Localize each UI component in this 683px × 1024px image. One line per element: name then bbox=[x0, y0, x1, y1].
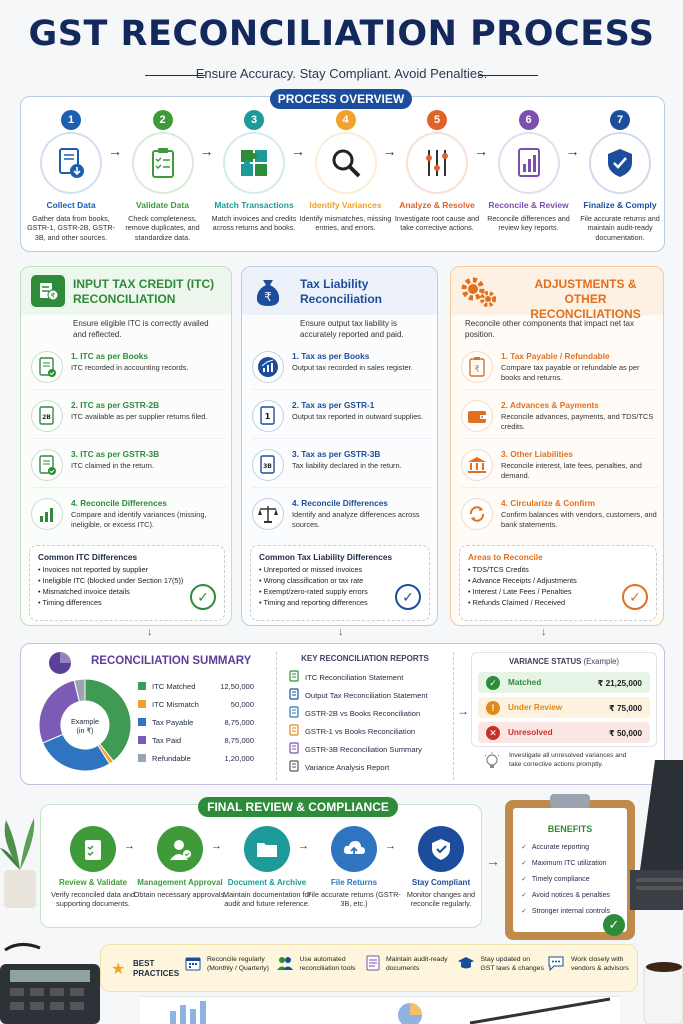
tax-desc: Ensure output tax liability is accurately reported and paid. bbox=[300, 319, 404, 339]
variance-label: Under Review bbox=[508, 703, 563, 712]
step-number: 7 bbox=[610, 110, 630, 130]
tax-panel bbox=[241, 266, 438, 626]
variance-row bbox=[478, 672, 650, 693]
shield-check-icon bbox=[589, 132, 651, 194]
step-title: Validate Data bbox=[136, 200, 189, 210]
item-desc: Reconcile advances, payments, and TDS/TCS credits. bbox=[501, 412, 654, 431]
step-desc: Check completeness, remove duplicates, and standardize data. bbox=[125, 214, 200, 242]
final-step-title: Review & Validate bbox=[58, 878, 128, 887]
report-label: GSTR-2B vs Books Reconciliation bbox=[305, 708, 421, 718]
reconciliation-item bbox=[461, 400, 659, 439]
step-desc: Gather data from books, GSTR-1, GSTR-2B, GSTR-3B, and other sources. bbox=[27, 214, 115, 242]
step-title: Identify Variances bbox=[309, 200, 382, 210]
reconciliation-item bbox=[252, 498, 432, 536]
reconciliation-item bbox=[461, 351, 659, 390]
list-item: • Invoices not reported by supplier bbox=[38, 565, 149, 574]
bank-icon bbox=[461, 449, 493, 481]
benefits-title: BENEFITS bbox=[547, 824, 593, 834]
status-icon: ✕ bbox=[486, 726, 500, 740]
arrow-right-icon: → bbox=[382, 143, 397, 159]
best-practices-bar bbox=[100, 944, 638, 992]
check-icon: ✓ bbox=[395, 584, 421, 610]
best-practice-item bbox=[366, 955, 454, 974]
benefit-label: Accurate reporting bbox=[531, 843, 590, 851]
variance-title: VARIANCE STATUS bbox=[508, 657, 582, 666]
areas-title: Areas to Reconcile bbox=[468, 552, 543, 562]
svg-text:2B: 2B bbox=[42, 414, 51, 421]
arrow-right-icon: → bbox=[457, 704, 469, 718]
step-title: Match Transactions bbox=[214, 200, 294, 210]
variance-label: Matched bbox=[508, 678, 542, 687]
arrow-right-icon: → bbox=[385, 840, 396, 852]
item-title: 2. Advances & Payments bbox=[501, 400, 599, 410]
legend-swatch bbox=[138, 718, 146, 726]
benefits-clipboard bbox=[505, 800, 635, 940]
report-item bbox=[289, 704, 441, 722]
page-title: GST RECONCILIATION PROCESS bbox=[28, 14, 655, 54]
cloud-upload-icon bbox=[331, 826, 377, 872]
item-desc: Identify and analyze differences across sources. bbox=[292, 510, 420, 529]
calendar-icon bbox=[185, 955, 201, 974]
benefit-label: Stronger internal controls bbox=[531, 907, 611, 915]
report-item bbox=[289, 668, 441, 686]
list-item: • Ineligible ITC (blocked under Section 17(5)) bbox=[38, 575, 184, 585]
report-label: GSTR-1 vs Books Reconciliation bbox=[305, 726, 416, 736]
final-step-desc: File accurate returns (GSTR-3B, etc.) bbox=[307, 890, 401, 909]
report-document-icon bbox=[289, 760, 299, 774]
best-practice-label: Use automated reconciliation tools bbox=[299, 956, 356, 972]
scales-icon bbox=[252, 498, 284, 530]
reports-title: KEY RECONCILIATION REPORTS bbox=[301, 654, 429, 663]
reconciliation-summary-panel bbox=[20, 643, 665, 785]
arrow-right-icon: → bbox=[199, 143, 214, 159]
legend-swatch bbox=[138, 682, 146, 690]
svg-text:₹: ₹ bbox=[474, 365, 480, 375]
step-title: Reconcile & Review bbox=[488, 200, 569, 210]
users-icon bbox=[276, 955, 294, 974]
desk-papers bbox=[140, 996, 620, 1024]
reconciliation-item bbox=[252, 449, 432, 488]
lightbulb-icon bbox=[483, 752, 503, 772]
step-title: Analyze & Resolve bbox=[399, 200, 475, 210]
item-title: 3. ITC as per GSTR-3B bbox=[71, 449, 160, 459]
graduation-cap-icon bbox=[457, 955, 475, 974]
item-desc: ITC claimed in the return. bbox=[71, 461, 154, 470]
document-icon bbox=[366, 955, 380, 974]
list-item: • Advance Receipts / Adjustments bbox=[468, 575, 577, 585]
item-title: 4. Reconcile Differences bbox=[71, 498, 167, 508]
chat-icon bbox=[547, 955, 565, 974]
process-step bbox=[299, 110, 393, 233]
benefit-item bbox=[521, 887, 619, 903]
report-label: Variance Analysis Report bbox=[305, 762, 390, 772]
itc-document-rupee-icon bbox=[31, 275, 65, 307]
folder-icon bbox=[244, 826, 290, 872]
item-desc: Compare tax payable or refundable as per books and returns. bbox=[501, 363, 640, 382]
final-step-title: File Returns bbox=[330, 878, 378, 887]
pie-chart-icon bbox=[47, 650, 75, 678]
variance-row bbox=[478, 722, 650, 743]
legend-value: 12,50,000 bbox=[220, 681, 254, 691]
report-item bbox=[289, 686, 441, 704]
variance-value: ₹ 75,000 bbox=[608, 703, 642, 713]
check-icon: ✓ bbox=[603, 914, 625, 936]
legend-value: 8,75,000 bbox=[224, 735, 254, 745]
step-number: 1 bbox=[61, 110, 81, 130]
step-number: 2 bbox=[153, 110, 173, 130]
report-item bbox=[289, 758, 441, 776]
step-number: 3 bbox=[244, 110, 264, 130]
benefit-label: Avoid notices & penalties bbox=[531, 891, 610, 899]
clipboard-checklist-icon bbox=[132, 132, 194, 194]
itc-differences-box bbox=[29, 545, 225, 621]
calculator-icon bbox=[0, 940, 110, 1024]
step-number: 4 bbox=[336, 110, 356, 130]
legend-item bbox=[138, 749, 254, 767]
reconciliation-item bbox=[31, 351, 227, 390]
report-document-icon bbox=[289, 670, 299, 684]
coffee-cup-icon bbox=[640, 955, 683, 1024]
legend-label: Refundable bbox=[152, 753, 191, 763]
money-bag-icon bbox=[252, 275, 284, 309]
arrow-right-icon: → bbox=[298, 840, 309, 852]
arrow-right-icon: → bbox=[474, 143, 488, 159]
page-subtitle: Ensure Accuracy. Stay Compliant. Avoid Penalties. bbox=[195, 66, 488, 81]
legend-label: Tax Payable bbox=[152, 717, 194, 727]
check-icon: ✓ bbox=[521, 876, 527, 883]
final-step-desc: Verify reconciled data and supporting documents. bbox=[51, 890, 135, 909]
process-step bbox=[24, 110, 118, 242]
report-label: GSTR-3B Reconciliation Summary bbox=[305, 744, 422, 754]
puzzle-icon bbox=[223, 132, 285, 194]
process-step bbox=[207, 110, 301, 233]
best-practice-label: Reconcile regularly (Monthly / Quarterly) bbox=[207, 956, 269, 972]
down-arrow-icon: ↓ bbox=[147, 626, 153, 638]
item-title: 2. Tax as per GSTR-1 bbox=[292, 400, 375, 410]
pie-slice bbox=[43, 734, 110, 771]
legend-value: 8,75,000 bbox=[224, 717, 254, 727]
reconciliation-item bbox=[252, 400, 432, 439]
list-item: • Timing differences bbox=[38, 597, 102, 607]
list-item: • Exempt/zero-rated supply errors bbox=[259, 586, 368, 596]
itc-title: INPUT TAX CREDIT (ITC) RECONCILIATION bbox=[73, 277, 215, 306]
final-step-desc: Monitor changes and reconcile regularly. bbox=[406, 890, 476, 909]
step-desc: Match invoices and credits across returns and books. bbox=[211, 214, 297, 233]
magnifier-icon bbox=[315, 132, 377, 194]
item-desc: Output tax reported in outward supplies. bbox=[292, 412, 424, 421]
report-label: Output Tax Reconciliation Statement bbox=[305, 690, 428, 700]
sliders-icon bbox=[406, 132, 468, 194]
reconciliation-item bbox=[31, 498, 227, 536]
benefit-label: Maximum ITC utilization bbox=[531, 859, 607, 867]
step-number: 5 bbox=[427, 110, 447, 130]
document-download-icon bbox=[40, 132, 102, 194]
variance-row bbox=[478, 697, 650, 718]
list-item: • Refunds Claimed / Received bbox=[468, 597, 566, 607]
benefit-item bbox=[521, 839, 619, 855]
refresh-icon bbox=[461, 498, 493, 530]
check-icon: ✓ bbox=[521, 860, 527, 867]
variance-label: Unresolved bbox=[508, 728, 553, 737]
legend-label: ITC Matched bbox=[152, 681, 196, 691]
arrow-right-icon: → bbox=[108, 143, 122, 159]
arrow-right-icon: → bbox=[211, 840, 222, 852]
process-steps bbox=[24, 110, 664, 250]
document-3b-icon bbox=[252, 449, 284, 481]
benefit-item bbox=[521, 855, 619, 871]
adjustments-title: ADJUSTMENTS & OTHER RECONCILIATIONS bbox=[530, 277, 641, 321]
legend-item bbox=[138, 677, 254, 695]
step-desc: File accurate returns and maintain audit-ready documentation. bbox=[580, 214, 660, 242]
shield-check-icon bbox=[418, 826, 464, 872]
manager-approval-icon bbox=[157, 826, 203, 872]
final-step-desc: Maintain documentation for audit and future reference. bbox=[222, 890, 312, 909]
report-document-icon bbox=[289, 706, 299, 720]
best-practice-label: Maintain audit-ready documents bbox=[386, 956, 448, 972]
plant-icon bbox=[0, 800, 40, 910]
variance-value: ₹ 21,25,000 bbox=[597, 678, 642, 688]
list-item: • TDS/TCS Credits bbox=[468, 565, 529, 574]
pie-center-unit: (in ₹) bbox=[76, 726, 94, 736]
summary-title: RECONCILIATION SUMMARY bbox=[91, 655, 252, 667]
best-label-1: BEST bbox=[133, 959, 155, 968]
list-item: • Wrong classification or tax rate bbox=[259, 575, 364, 585]
reconciliation-item bbox=[31, 400, 227, 439]
adjustments-desc: Reconcile other components that impact net tax position. bbox=[465, 319, 634, 339]
legend-label: Tax Paid bbox=[152, 735, 182, 745]
variance-value: ₹ 50,000 bbox=[608, 728, 642, 738]
process-overview-label: PROCESS OVERVIEW bbox=[270, 89, 412, 109]
rupee-clipboard-icon bbox=[461, 351, 493, 383]
key-reports bbox=[276, 652, 454, 780]
best-label-2: PRACTICES bbox=[133, 969, 180, 978]
reconciliation-item bbox=[252, 351, 432, 390]
check-icon: ✓ bbox=[521, 892, 527, 899]
legend-swatch bbox=[138, 736, 146, 744]
best-practice-label: Stay updated on GST laws & changes bbox=[480, 956, 544, 972]
wallet-icon bbox=[461, 400, 493, 432]
itc-desc: Ensure eligible ITC is correctly availed and reflected. bbox=[73, 319, 209, 339]
svg-text:3B: 3B bbox=[263, 463, 272, 470]
step-title: Finalize & Comply bbox=[583, 200, 657, 210]
final-step-title: Stay Compliant bbox=[411, 878, 471, 887]
legend-value: 50,000 bbox=[230, 699, 254, 709]
item-desc: Compare and identify variances (missing, ineligible, or excess ITC). bbox=[71, 510, 207, 529]
down-arrow-icon: ↓ bbox=[541, 626, 547, 638]
variance-sub: (Example) bbox=[583, 657, 620, 666]
process-step bbox=[116, 110, 210, 242]
bar-chart-icon bbox=[31, 498, 63, 530]
final-review-label: FINAL REVIEW & COMPLIANCE bbox=[198, 797, 398, 817]
final-step-title: Management Approval bbox=[137, 878, 223, 887]
list-item: • Interest / Late Fees / Penalties bbox=[468, 586, 572, 596]
clipboard-check-icon bbox=[70, 826, 116, 872]
step-number: 6 bbox=[519, 110, 539, 130]
arrow-right-icon: → bbox=[291, 143, 305, 159]
variance-tip: Investigate all unresolved variances and take corrective actions promptly. bbox=[509, 752, 627, 768]
areas-to-reconcile-box bbox=[459, 545, 657, 621]
process-step bbox=[390, 110, 484, 233]
arrow-right-icon: → bbox=[486, 853, 500, 869]
final-step-desc: Obtain necessary approvals. bbox=[133, 890, 227, 899]
item-title: 2. ITC as per GSTR-2B bbox=[71, 400, 160, 410]
document-check-icon bbox=[31, 351, 63, 383]
reconciliation-item bbox=[461, 498, 659, 536]
list-item: • Timing and reporting differences bbox=[259, 597, 368, 607]
legend-item bbox=[138, 695, 254, 713]
final-step bbox=[131, 826, 229, 899]
document-check-icon bbox=[31, 449, 63, 481]
arrow-right-icon: → bbox=[124, 840, 135, 852]
item-title: 4. Circularize & Confirm bbox=[501, 498, 596, 508]
document-1-icon bbox=[252, 400, 284, 432]
status-icon: ✓ bbox=[486, 676, 500, 690]
check-icon: ✓ bbox=[190, 584, 216, 610]
check-icon: ✓ bbox=[521, 908, 527, 915]
star-icon: ★ bbox=[111, 961, 126, 978]
itc-differences-title: Common ITC Differences bbox=[38, 552, 138, 562]
svg-text:₹: ₹ bbox=[50, 292, 56, 300]
list-item: • Unreported or missed invoices bbox=[259, 565, 363, 574]
legend-swatch bbox=[138, 754, 146, 762]
adjustments-panel bbox=[450, 266, 664, 626]
tax-title: Tax Liability Reconciliation bbox=[300, 277, 383, 306]
check-icon: ✓ bbox=[521, 844, 527, 851]
gears-icon bbox=[459, 275, 499, 309]
item-desc: Output tax recorded in sales register. bbox=[292, 363, 413, 372]
best-practice-label: Work closely with vendors & advisors bbox=[571, 956, 629, 972]
legend-item bbox=[138, 731, 254, 749]
best-practice-item bbox=[547, 955, 635, 974]
svg-text:₹: ₹ bbox=[264, 290, 272, 304]
document-2b-icon bbox=[31, 400, 63, 432]
final-step bbox=[305, 826, 403, 909]
item-desc: Tax liability declared in the return. bbox=[292, 461, 402, 470]
reconciliation-item bbox=[31, 449, 227, 488]
final-steps bbox=[44, 826, 482, 926]
growth-chart-icon bbox=[252, 351, 284, 383]
legend-swatch bbox=[138, 700, 146, 708]
step-desc: Reconcile differences and review key reports. bbox=[487, 214, 570, 233]
item-title: 3. Other Liabilities bbox=[501, 449, 573, 459]
down-arrow-icon: ↓ bbox=[338, 626, 344, 638]
report-label: ITC Reconciliation Statement bbox=[305, 672, 404, 682]
report-item bbox=[289, 722, 441, 740]
final-step bbox=[392, 826, 490, 909]
final-step bbox=[44, 826, 142, 909]
item-desc: Reconcile interest, late fees, penalties, and demand. bbox=[501, 461, 642, 480]
best-practice-item bbox=[185, 955, 273, 974]
report-chart-icon bbox=[498, 132, 560, 194]
clipboard-clip bbox=[550, 794, 590, 808]
laptop-icon bbox=[630, 760, 683, 940]
final-step bbox=[218, 826, 316, 909]
report-document-icon bbox=[289, 742, 299, 756]
report-document-icon bbox=[289, 688, 299, 702]
benefit-item bbox=[521, 903, 619, 919]
final-step-title: Document & Archive bbox=[227, 878, 307, 887]
legend-label: ITC Mismatch bbox=[152, 699, 199, 709]
item-desc: ITC recorded in accounting records. bbox=[71, 363, 189, 372]
arrow-right-icon: → bbox=[565, 143, 580, 159]
process-step bbox=[573, 110, 667, 242]
list-item: • Mismatched invoice details bbox=[38, 586, 130, 596]
best-practice-item bbox=[276, 955, 364, 974]
check-icon: ✓ bbox=[622, 584, 648, 610]
process-step bbox=[482, 110, 576, 233]
itc-panel bbox=[20, 266, 232, 626]
step-desc: Investigate root cause and take corrective actions. bbox=[394, 214, 480, 233]
benefit-label: Timely compliance bbox=[531, 875, 590, 883]
legend-value: 1,20,000 bbox=[224, 753, 254, 763]
benefit-item bbox=[521, 871, 619, 887]
best-practice-item bbox=[457, 955, 545, 974]
step-title: Collect Data bbox=[46, 200, 96, 210]
tax-differences-title: Common Tax Liability Differences bbox=[259, 552, 393, 562]
reconciliation-item bbox=[461, 449, 659, 488]
variance-status-box bbox=[471, 652, 657, 747]
status-icon: ! bbox=[486, 701, 500, 715]
item-title: 1. Tax Payable / Refundable bbox=[501, 351, 610, 361]
step-desc: Identify mismatches, missing entries, and errors. bbox=[299, 214, 392, 233]
report-document-icon bbox=[289, 724, 299, 738]
item-desc: Confirm balances with vendors, customers, and bank statements. bbox=[501, 510, 657, 529]
legend-item bbox=[138, 713, 254, 731]
item-title: 1. ITC as per Books bbox=[71, 351, 149, 361]
item-title: 4. Reconcile Differences bbox=[292, 498, 388, 508]
report-item bbox=[289, 740, 441, 758]
svg-text:1: 1 bbox=[264, 412, 271, 421]
pie-center-label: Example bbox=[71, 717, 99, 726]
item-title: 1. Tax as per Books bbox=[292, 351, 370, 361]
item-title: 3. Tax as per GSTR-3B bbox=[292, 449, 381, 459]
item-desc: ITC available as per supplier returns filed. bbox=[71, 412, 208, 421]
tax-differences-box bbox=[250, 545, 430, 621]
